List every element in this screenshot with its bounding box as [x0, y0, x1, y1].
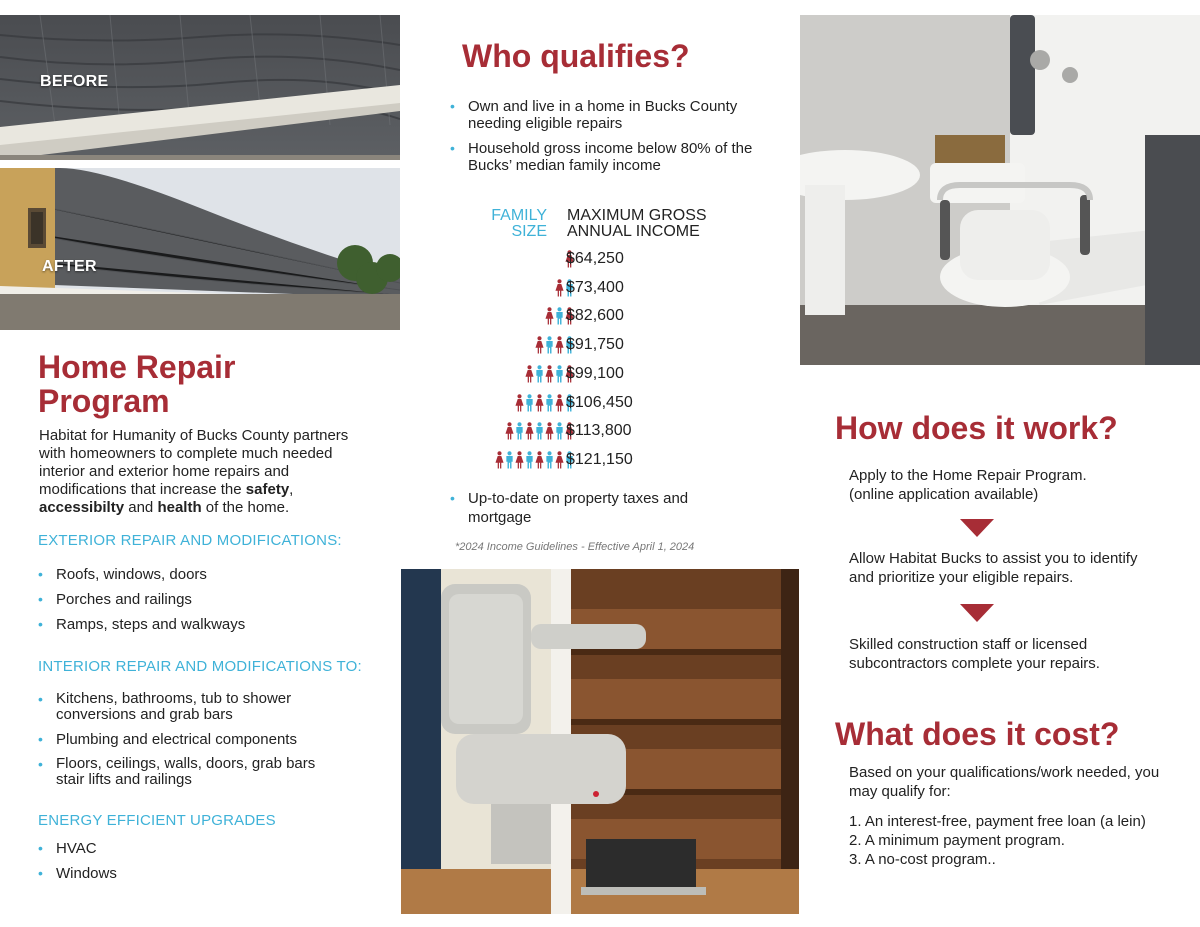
- person-male-icon: [515, 422, 524, 440]
- person-male-icon: [535, 365, 544, 383]
- income-head-2: ANNUAL INCOME: [567, 223, 700, 240]
- list-item: • Household gross income below 80% of the Bucks’ median family income: [450, 140, 760, 174]
- cost-option-1: 1. An interest-free, payment free loan (a lein): [849, 813, 1146, 830]
- before-photo: [0, 15, 400, 160]
- intro-safety: safety: [245, 481, 290, 498]
- cost-option-3: 3. A no-cost program..: [849, 851, 996, 868]
- list-item: • Own and live in a home in Bucks County needing eligible repairs: [450, 98, 760, 132]
- how-step-1: Apply to the Home Repair Program. (online application available): [849, 467, 1087, 503]
- income-row: [430, 305, 750, 327]
- arrow-down-icon: [960, 604, 994, 622]
- person-female-icon: [515, 451, 524, 469]
- bathroom-image: [800, 15, 1200, 365]
- list-item: • Ramps, steps and walkways: [38, 616, 368, 633]
- energy-heading: ENERGY EFFICIENT UPGRADES: [38, 812, 276, 829]
- family-head-1: FAMILY: [491, 207, 547, 224]
- person-female-icon: [525, 422, 534, 440]
- before-label: BEFORE: [40, 73, 109, 90]
- person-female-icon: [555, 451, 564, 469]
- program-intro: [39, 427, 359, 517]
- person-female-icon: [515, 394, 524, 412]
- person-female-icon: [555, 394, 564, 412]
- list-item: • Kitchens, bathrooms, tub to shower conversions and grab bars: [38, 691, 338, 723]
- list-item: • Floors, ceilings, walls, doors, grab bars stair lifts and railings: [38, 756, 338, 788]
- income-amount: $91,750: [566, 336, 624, 354]
- person-female-icon: [535, 336, 544, 354]
- qualifies-list: [450, 98, 760, 174]
- list-item: • Windows: [38, 865, 338, 882]
- intro-text: Habitat for Humanity of Bucks County partners with homeowners to complete much needed interior and exterior home repairs and modifications that increase the: [39, 427, 349, 498]
- income-amount: $121,150: [566, 450, 633, 468]
- qualifies-title: Who qualifies?: [462, 38, 690, 74]
- income-row: [430, 420, 750, 442]
- family-size-header: [470, 208, 547, 240]
- cost-option-2: 2. A minimum payment program.: [849, 832, 1065, 849]
- energy-list: [38, 840, 338, 882]
- exterior-heading: EXTERIOR REPAIR AND MODIFICATIONS:: [38, 532, 342, 549]
- list-item: • Roofs, windows, doors: [38, 566, 368, 583]
- family-size-icons: [495, 451, 574, 469]
- person-female-icon: [525, 365, 534, 383]
- program-title-line1: Home Repair: [38, 349, 236, 385]
- after-label: AFTER: [42, 258, 97, 275]
- stairlift-photo: [401, 569, 799, 914]
- person-female-icon: [545, 422, 554, 440]
- person-male-icon: [555, 422, 564, 440]
- income-amount: $64,250: [566, 250, 624, 267]
- family-size-icons: [505, 422, 574, 440]
- list-item: • HVAC: [38, 840, 338, 857]
- income-amount: $73,400: [566, 278, 624, 296]
- intro-and: and: [128, 499, 154, 516]
- income-row: [430, 449, 750, 471]
- person-female-icon: [555, 279, 564, 297]
- person-male-icon: [545, 394, 554, 412]
- income-footnote: *2024 Income Guidelines - Effective April 1, 2024: [455, 541, 695, 553]
- person-male-icon: [525, 394, 534, 412]
- person-female-icon: [495, 451, 504, 469]
- program-title: [38, 350, 235, 418]
- interior-heading: INTERIOR REPAIR AND MODIFICATIONS TO:: [38, 658, 362, 675]
- income-row: [430, 277, 750, 299]
- person-male-icon: [505, 451, 514, 469]
- how-title: How does it work?: [835, 410, 1118, 446]
- qualifies-last-list: [450, 489, 750, 527]
- how-step-2: Allow Habitat Bucks to assist you to identify and prioritize your eligible repairs.: [849, 550, 1138, 586]
- family-head-2: SIZE: [511, 223, 547, 240]
- person-male-icon: [535, 422, 544, 440]
- income-header: [567, 208, 707, 240]
- income-row: [430, 392, 750, 414]
- bathroom-photo: [800, 15, 1200, 365]
- after-photo: [0, 168, 400, 330]
- person-male-icon: [555, 365, 564, 383]
- intro-accessibility: accessibilty: [39, 499, 125, 516]
- income-amount: $82,600: [566, 307, 624, 325]
- stairlift-image: [401, 569, 799, 914]
- person-female-icon: [535, 451, 544, 469]
- person-female-icon: [555, 336, 564, 354]
- interior-list: [38, 691, 338, 788]
- person-male-icon: [545, 451, 554, 469]
- list-item: • Porches and railings: [38, 591, 368, 608]
- person-male-icon: [555, 307, 564, 325]
- person-male-icon: [525, 451, 534, 469]
- income-row: [430, 363, 750, 385]
- after-roof-image: [0, 168, 400, 330]
- cost-intro: Based on your qualifications/work needed, you may qualify for:: [849, 764, 1160, 800]
- income-row: [430, 248, 750, 270]
- person-female-icon: [545, 307, 554, 325]
- income-amount: $106,450: [566, 393, 633, 411]
- income-amount: $99,100: [566, 364, 624, 382]
- cost-title: What does it cost?: [835, 716, 1120, 752]
- list-item: • Up-to-date on property taxes and mortgage: [450, 489, 750, 527]
- income-head-1: MAXIMUM GROSS: [567, 207, 707, 224]
- exterior-list: [38, 566, 368, 633]
- arrow-down-icon: [960, 519, 994, 537]
- intro-comma: ,: [289, 481, 294, 498]
- intro-end: of the home.: [205, 499, 290, 516]
- person-male-icon: [545, 336, 554, 354]
- person-female-icon: [535, 394, 544, 412]
- person-female-icon: [545, 365, 554, 383]
- person-female-icon: [505, 422, 514, 440]
- income-amount: $113,800: [566, 422, 632, 440]
- how-step-3: Skilled construction staff or licensed subcontractors complete your repairs.: [849, 636, 1100, 672]
- program-title-line2: Program: [38, 383, 170, 419]
- intro-health: health: [157, 499, 202, 516]
- list-item: • Plumbing and electrical components: [38, 731, 338, 748]
- income-row: [430, 334, 750, 356]
